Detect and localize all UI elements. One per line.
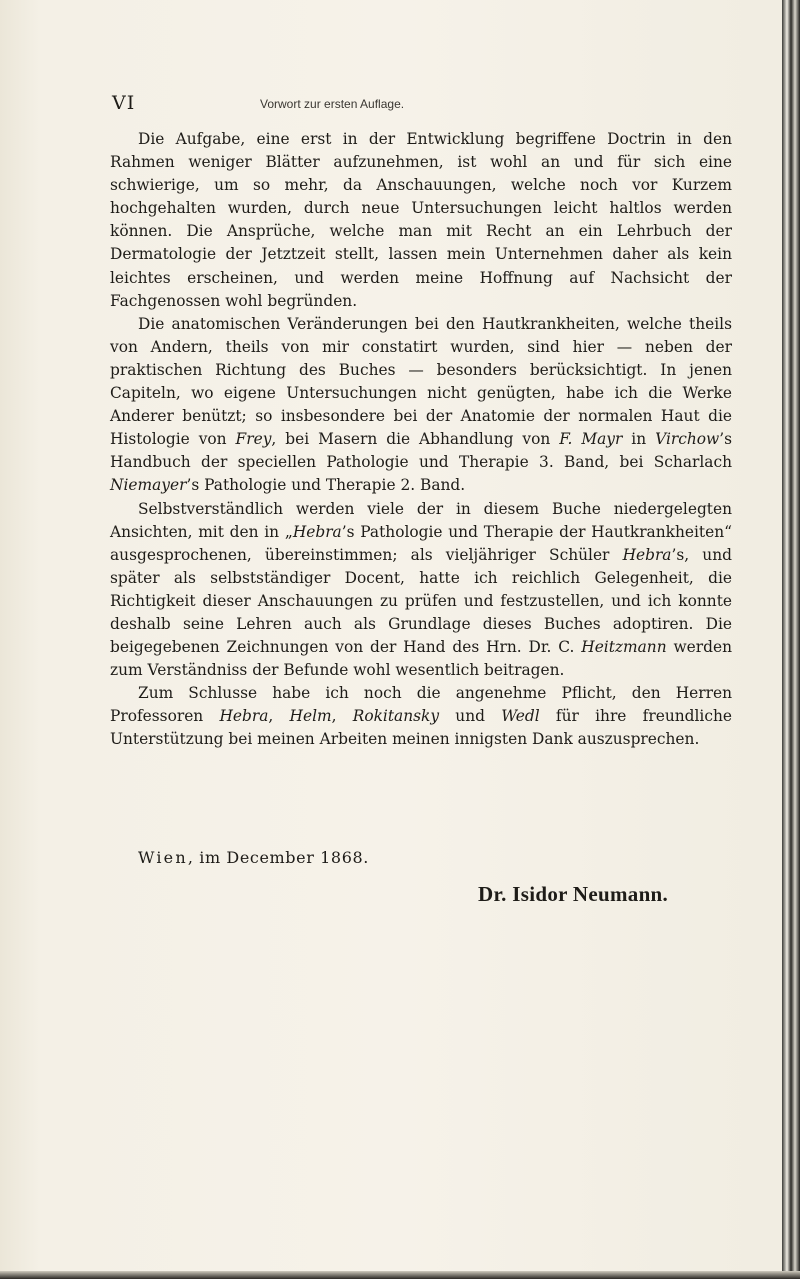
italic-name: Rokitansky: [352, 707, 440, 726]
paragraph-2: [110, 313, 732, 498]
text-run: und: [439, 707, 502, 726]
italic-name: Helm: [289, 707, 332, 726]
book-spine-edge: [782, 0, 800, 1279]
paragraph-3: [110, 498, 732, 683]
text-run: ’s Handbuch der speciellen Pathologie und Therapie 3. Band, bei Scharlach: [110, 430, 732, 472]
page-bottom-edge: [0, 1271, 800, 1279]
closing-date: , im December 1868.: [187, 848, 369, 867]
italic-name: Heitzmann: [581, 638, 667, 657]
closing-line: [138, 848, 369, 867]
text-run: ,: [268, 707, 290, 726]
italic-name: Hebra: [622, 545, 672, 564]
author-signature: Dr. Isidor Neumann.: [478, 882, 669, 906]
closing-place: Wien: [138, 848, 188, 867]
text-run: in: [622, 430, 656, 449]
text-run: Die Aufgabe, eine erst in der Entwicklung begriffene Doctrin in den Rahmen weniger Blätter aufzunehmen, ist wohl an und für sich eine schwierige, um so mehr, da Anschauungen, welche noch vor Kurzem hochgehalten wurden, durch neue Untersuchungen leicht haltlos werden können. Die Ansprüche, welche man mit Recht an ein Lehrbuch der Dermatologie der Jetztzeit stellt, lassen mein Unternehmen daher als kein leichtes erscheinen, und werden meine Hoffnung auf Nachsicht der Fachgenossen wohl begründen.: [110, 130, 732, 310]
text-run: ’s, und später als selbstständiger Docent, hatte ich reichlich Gelegenheit, die Richtigkeit dieser Anschauungen zu prüfen und festzustellen, und ich konnte deshalb seine Lehren auch als Grundlage dieses Buches adoptiren. Die beigegebenen Zeichnungen von der Hand des Hrn. Dr. C.: [110, 545, 732, 657]
text-run: ,: [331, 707, 353, 726]
running-title: Vorwort zur ersten Auflage.: [260, 97, 405, 111]
text-run: ’s Pathologie und Therapie der Hautkrankheiten“ ausgesprochenen, übereinstimmen; als vieljähriger Schüler: [110, 522, 732, 564]
text-run: , bei Masern die Abhandlung von: [271, 430, 560, 449]
italic-name: Frey: [235, 430, 272, 449]
italic-name: Hebra: [292, 522, 342, 541]
page-number: VI: [112, 92, 136, 114]
page-header: [0, 92, 782, 116]
italic-name: Niemayer: [110, 476, 187, 495]
paragraph-1: [110, 128, 732, 313]
text-run: für ihre freundliche Unterstützung bei meinen Arbeiten meinen innigsten Dank auszusprechen.: [110, 707, 732, 749]
text-run: Selbstverständlich werden viele der in diesem Buche niedergelegten Ansichten, mit den in „: [110, 499, 732, 541]
text-run: ’s Pathologie und Therapie 2. Band.: [186, 476, 466, 495]
italic-name: Wedl: [501, 707, 540, 726]
italic-name: Hebra: [219, 707, 269, 726]
text-run: Die anatomischen Veränderungen bei den Hautkrankheiten, welche theils von Andern, theils von mir constatirt wurden, sind hier — neben der praktischen Richtung des Buches — besonders berücksichtigt. In jenen Capiteln, wo eigene Untersuchungen nicht genügten, habe ich die Werke Anderer benützt; so insbesondere bei der Anatomie der normalen Haut die Histologie von: [110, 314, 732, 449]
paragraph-4: [110, 682, 732, 751]
preface-body: [110, 128, 732, 752]
italic-name: Virchow: [655, 430, 720, 449]
text-run: Zum Schlusse habe ich noch die angenehme Pflicht, den Herren Professoren: [110, 684, 732, 726]
italic-name: F. Mayr: [559, 430, 623, 449]
text-run: werden zum Verständniss der Befunde wohl wesentlich beitragen.: [110, 638, 732, 680]
